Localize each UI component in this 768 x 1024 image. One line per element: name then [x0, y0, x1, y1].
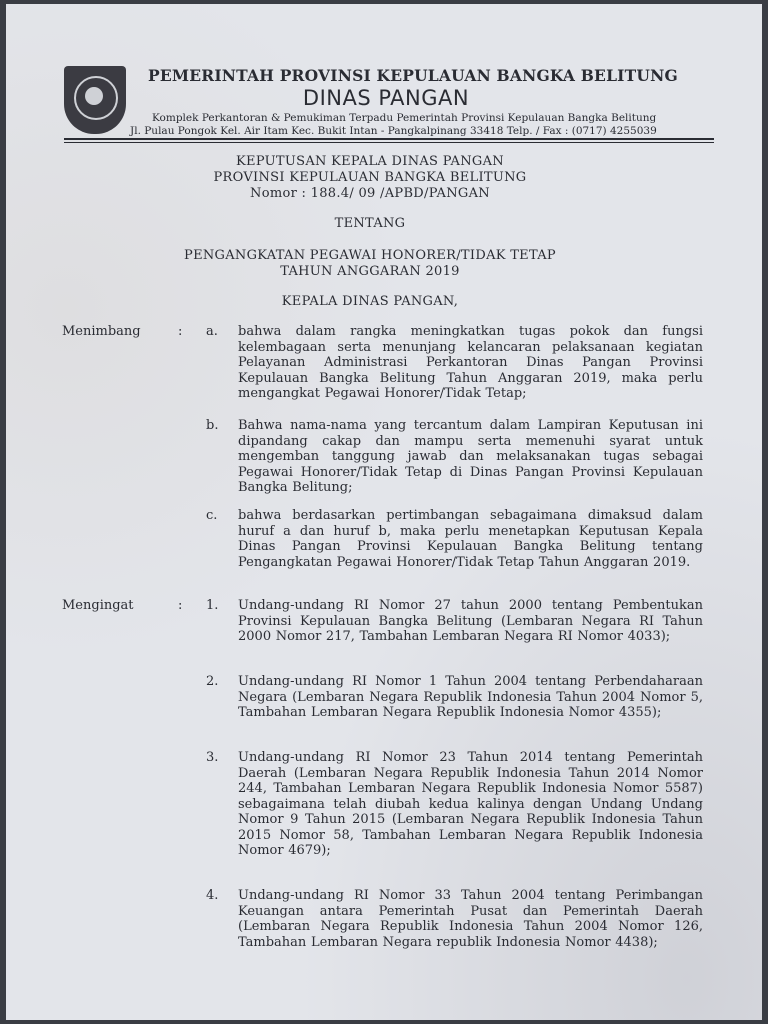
- mengingat-marker-3: 3.: [206, 750, 219, 765]
- decree-subject-line-2: TAHUN ANGGARAN 2019: [280, 264, 460, 279]
- government-name: PEMERINTAH PROVINSI KEPULAUAN BANGKA BELITUNG: [148, 66, 678, 85]
- decree-title-line-1: KEPUTUSAN KEPALA DINAS PANGAN: [236, 154, 504, 169]
- header-rule-thick: [64, 138, 714, 140]
- mengingat-item-1: Undang-undang RI Nomor 27 tahun 2000 tentang Pembentukan Provinsi Kepulauan Bangka Belitung (Lembaran Negara RI Tahun 2000 Nomor 217, Tambahan Lembaran Negara RI Nomor 4033);: [238, 598, 703, 644]
- mengingat-label: Mengingat: [62, 598, 134, 613]
- menimbang-marker-b: b.: [206, 418, 219, 433]
- document-page: [6, 4, 762, 1020]
- address-line-1: Komplek Perkantoran & Pemukiman Terpadu Pemerintah Provinsi Kepulauan Bangka Belitung: [152, 112, 657, 124]
- letterhead: [6, 62, 762, 142]
- decree-number: Nomor : 188.4/ 09 /APBD/PANGAN: [250, 186, 490, 201]
- decree-about: TENTANG: [334, 216, 406, 231]
- mengingat-item-2: Undang-undang RI Nomor 1 Tahun 2004 tentang Perbendaharaan Negara (Lembaran Negara Republik Indonesia Tahun 2004 Nomor 5, Tambahan Lembaran Negara Republik Indonesia Nomor 4355);: [238, 674, 703, 720]
- decree-title-line-2: PROVINSI KEPULAUAN BANGKA BELITUNG: [213, 170, 527, 185]
- mengingat-marker-4: 4.: [206, 888, 219, 903]
- menimbang-colon: :: [178, 324, 183, 339]
- mengingat-marker-1: 1.: [206, 598, 219, 613]
- mengingat-item-3: Undang-undang RI Nomor 23 Tahun 2014 tentang Pemerintah Daerah (Lembaran Negara Republik Indonesia Tahun 2014 Nomor 244, Tambahan Lembaran Negara Republik Indonesia Nomor 5587) sebagaimana telah diubah kedua kalinya dengan Undang Undang Nomor 9 Tahun 2015 (Lembaran Negara Republik Indonesia Tahun 2015 Nomor 58, Tambahan Lembaran Negara Republik Indonesia Nomor 4679);: [238, 750, 703, 858]
- menimbang-item-c: bahwa berdasarkan pertimbangan sebagaimana dimaksud dalam huruf a dan huruf b, maka perlu menetapkan Keputusan Kepala Dinas Pangan Provinsi Kepulauan Bangka Belitung tentang Pengangkatan Pegawai Honorer/Tidak Tetap Tahun Anggaran 2019.: [238, 508, 703, 570]
- menimbang-item-a: bahwa dalam rangka meningkatkan tugas pokok dan fungsi kelembagaan serta menunjang kelancaran pelaksanaan kegiatan Pelayanan Administrasi Perkantoran Dinas Pangan Provinsi Kepulauan Bangka Belitung Tahun Anggaran 2019, maka perlu mengangkat Pegawai Honorer/Tidak Tetap;: [238, 324, 703, 401]
- header-rule-thin: [64, 142, 714, 143]
- department-name: DINAS PANGAN: [302, 86, 470, 110]
- decree-issuer: KEPALA DINAS PANGAN,: [281, 294, 459, 309]
- decree-subject-line-1: PENGANGKATAN PEGAWAI HONORER/TIDAK TETAP: [184, 248, 556, 263]
- mengingat-colon: :: [178, 598, 183, 613]
- address-line-2: Jl. Pulau Pongok Kel. Air Itam Kec. Bukit Intan - Pangkalpinang 33418 Telp. / Fax : (0717) 4255039: [130, 125, 657, 137]
- menimbang-marker-a: a.: [206, 324, 218, 339]
- menimbang-item-b: Bahwa nama-nama yang tercantum dalam Lampiran Keputusan ini dipandang cakap dan mampu serta memenuhi syarat untuk mengemban tanggung jawab dan melaksanakan tugas sebagai Pegawai Honorer/Tidak Tetap di Dinas Pangan Provinsi Kepulauan Bangka Belitung;: [238, 418, 703, 495]
- menimbang-marker-c: c.: [206, 508, 218, 523]
- mengingat-item-4: Undang-undang RI Nomor 33 Tahun 2004 tentang Perimbangan Keuangan antara Pemerintah Pusat dan Pemerintah Daerah (Lembaran Negara Republik Indonesia Tahun 2004 Nomor 126, Tambahan Lembaran Negara republik Indonesia Nomor 4438);: [238, 888, 703, 950]
- mengingat-marker-2: 2.: [206, 674, 219, 689]
- menimbang-label: Menimbang: [62, 324, 141, 339]
